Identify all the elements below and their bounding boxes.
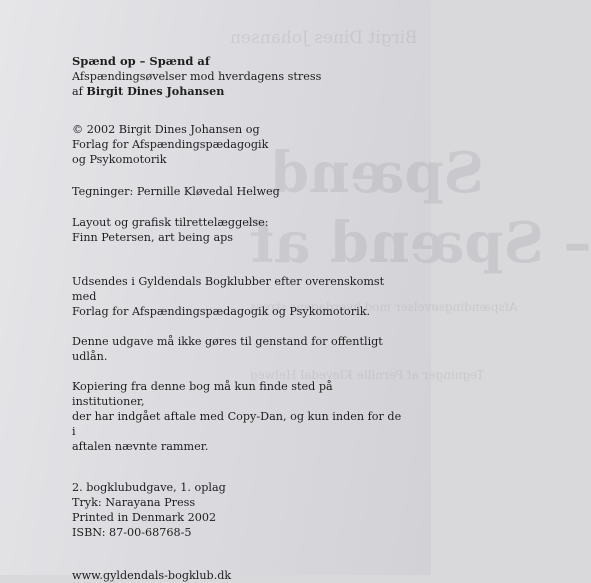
distribution-line: Forlag for Afspændingspædagogik og Psykomotorik. [72, 305, 371, 318]
layout-credit-line: Layout og grafisk tilrettelæggelse: [72, 216, 269, 229]
copyright-line: og Psykomotorik [72, 153, 167, 166]
copying-line: Kopiering fra denne bog må kun finde sted på institutioner, [72, 380, 333, 408]
copyright-line: Forlag for Afspændingspædagogik [72, 138, 269, 151]
show-through-illustrator: Tegninger af Pernille Kløvedal Helweg [250, 368, 485, 382]
printed-in-line: Printed in Denmark 2002 [72, 511, 217, 524]
edition-line: 2. bogklubudgave, 1. oplag [72, 481, 226, 494]
colophon [72, 54, 402, 583]
copying-line: der har indgået aftale med Copy-Dan, og kun inden for de i [72, 410, 402, 438]
isbn-line: ISBN: 87-00-68768-5 [72, 526, 192, 539]
copyright-line: © 2002 Birgit Dines Johansen og [72, 123, 260, 136]
copying-line: aftalen nævnte rammer. [72, 440, 209, 453]
show-through-title-2: – Spænd af [250, 210, 591, 276]
author-name: Birgit Dines Johansen [86, 84, 225, 98]
show-through-subtitle: Afspændingsøvelser mod hverdagens stress [250, 300, 518, 314]
distribution-line: Udsendes i Gyldendals Bogklubber efter overenskomst med [72, 275, 385, 303]
printer-line: Tryk: Narayana Press [72, 496, 196, 509]
author-prefix: af [72, 85, 87, 98]
book-author-line [72, 84, 402, 99]
illustrations-credit: Tegninger: Pernille Kløvedal Helweg [72, 185, 280, 198]
show-through-author: Birgit Dines Johansen [230, 28, 418, 48]
book-subtitle: Afspændingsøvelser mod hverdagens stress [72, 70, 322, 83]
show-through-title-1: Spænd [270, 140, 485, 206]
lending-restriction: Denne udgave må ikke gøres til genstand for offentligt udlån. [72, 335, 383, 363]
book-title: Spænd op – Spænd af [72, 54, 210, 68]
website-url: www.gyldendals-bogklub.dk [72, 569, 232, 582]
layout-credit-line: Finn Petersen, art being aps [72, 231, 234, 244]
